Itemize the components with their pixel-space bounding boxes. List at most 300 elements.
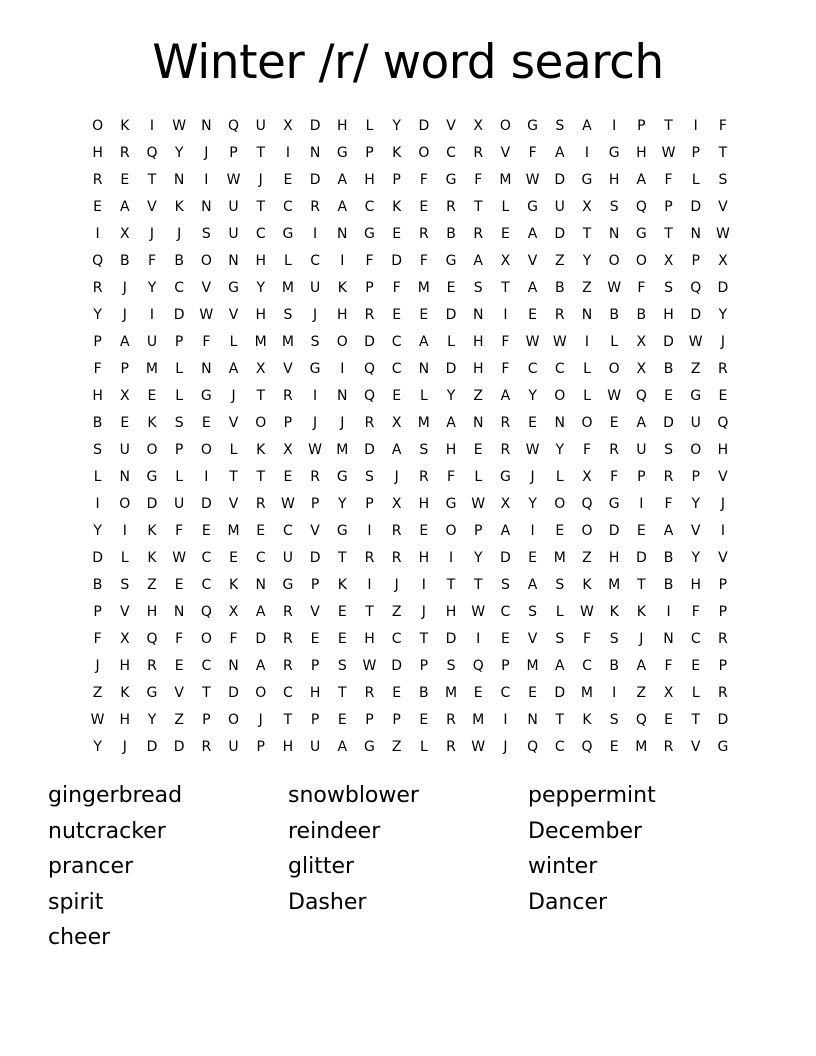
- grid-letter: D: [146, 496, 158, 512]
- grid-letter: L: [175, 388, 184, 404]
- grid-letter: I: [95, 226, 100, 242]
- grid-letter: D: [309, 118, 321, 134]
- grid-letter: T: [446, 577, 456, 593]
- grid-letter: J: [122, 739, 127, 755]
- grid-letter: M: [417, 415, 430, 431]
- grid-letter: X: [582, 199, 592, 215]
- grid-letter: H: [255, 307, 266, 323]
- grid-letter: X: [391, 415, 402, 431]
- grid-letter: U: [228, 739, 239, 755]
- grid-letter: D: [554, 172, 566, 188]
- grid-letter: Y: [93, 739, 102, 755]
- grid-letter: Q: [363, 388, 375, 404]
- grid-letter: N: [228, 253, 239, 269]
- grid-letter: B: [609, 658, 619, 674]
- grid-letter: N: [527, 712, 538, 728]
- grid-letter: L: [365, 118, 374, 134]
- grid-letter: S: [93, 442, 103, 458]
- grid-letter: M: [553, 550, 566, 566]
- grid-letter: H: [608, 172, 620, 188]
- grid-letter: Y: [338, 496, 347, 512]
- grid-letter: R: [609, 442, 620, 458]
- grid-letter: G: [608, 496, 620, 512]
- grid-letter: L: [284, 253, 292, 269]
- grid-letter: F: [501, 334, 510, 350]
- grid-letter: G: [282, 226, 294, 242]
- grid-letter: L: [501, 199, 510, 215]
- grid-letter: W: [715, 226, 730, 242]
- grid-letter: L: [610, 334, 619, 350]
- grid-letter: R: [255, 496, 266, 512]
- grid-letter: X: [500, 253, 511, 269]
- grid-letter: H: [690, 577, 701, 593]
- grid-letter: L: [175, 469, 184, 485]
- grid-letter: A: [527, 280, 538, 296]
- grid-letter: E: [419, 199, 429, 215]
- grid-letter: P: [93, 334, 102, 350]
- grid-letter: T: [582, 226, 592, 242]
- grid-letter: R: [201, 739, 212, 755]
- grid-letter: L: [175, 361, 184, 377]
- grid-letter: E: [283, 469, 293, 485]
- grid-letter: N: [173, 172, 185, 188]
- grid-letter: E: [93, 199, 103, 215]
- grid-letter: N: [337, 388, 348, 404]
- grid-letter: S: [609, 712, 619, 728]
- word-list-item: glitter: [288, 854, 355, 879]
- grid-letter: Z: [582, 550, 592, 566]
- grid-letter: P: [229, 145, 238, 161]
- grid-letter: U: [309, 739, 321, 755]
- grid-letter: I: [149, 118, 155, 134]
- grid-letter: P: [256, 739, 265, 755]
- grid-letter: M: [145, 361, 159, 377]
- grid-letter: C: [582, 658, 592, 674]
- grid-letter: O: [690, 442, 702, 458]
- grid-letter: P: [310, 496, 320, 512]
- grid-letter: J: [720, 496, 725, 512]
- grid-letter: H: [445, 604, 457, 620]
- grid-letter: B: [636, 307, 647, 323]
- grid-letter: P: [174, 334, 184, 350]
- grid-letter: H: [119, 712, 131, 728]
- grid-letter: S: [609, 631, 619, 647]
- grid-letter: M: [281, 334, 294, 350]
- grid-letter: P: [310, 577, 320, 593]
- grid-letter: I: [612, 118, 617, 134]
- grid-letter: P: [718, 604, 728, 620]
- grid-letter: S: [664, 280, 673, 296]
- grid-letter: I: [122, 523, 127, 539]
- grid-letter: J: [394, 577, 399, 593]
- word-list-item: peppermint: [528, 783, 656, 808]
- grid-letter: P: [718, 658, 728, 674]
- grid-letter: N: [201, 199, 212, 215]
- grid-letter: O: [499, 118, 511, 134]
- grid-letter: E: [609, 739, 619, 755]
- grid-letter: D: [391, 658, 403, 674]
- grid-letter: R: [364, 550, 375, 566]
- grid-letter: F: [474, 172, 483, 188]
- grid-letter: A: [554, 145, 565, 161]
- grid-letter: L: [474, 469, 483, 485]
- grid-letter: E: [337, 604, 347, 620]
- grid-letter: R: [364, 415, 375, 431]
- grid-letter: T: [718, 145, 728, 161]
- grid-letter: P: [202, 712, 211, 728]
- grid-letter: F: [582, 631, 591, 647]
- grid-letter: V: [228, 496, 239, 512]
- grid-letter: K: [147, 550, 157, 566]
- grid-letter: P: [718, 577, 728, 593]
- grid-letter: C: [391, 631, 402, 647]
- grid-letter: A: [582, 118, 592, 134]
- grid-letter: S: [528, 604, 538, 620]
- grid-letter: J: [313, 415, 318, 431]
- grid-letter: G: [336, 523, 348, 539]
- grid-letter: W: [525, 172, 540, 188]
- grid-letter: D: [663, 334, 674, 350]
- grid-letter: T: [256, 145, 265, 161]
- grid-letter: I: [367, 577, 372, 593]
- grid-letter: D: [418, 118, 430, 134]
- grid-letter: V: [527, 631, 538, 647]
- grid-letter: H: [418, 496, 430, 512]
- grid-letter: C: [391, 361, 402, 377]
- grid-letter: L: [419, 388, 428, 404]
- grid-letter: O: [200, 631, 212, 647]
- grid-letter: W: [471, 604, 486, 620]
- grid-letter: G: [336, 469, 348, 485]
- grid-letter: O: [581, 415, 593, 431]
- grid-letter: K: [256, 442, 266, 458]
- grid-letter: H: [636, 145, 647, 161]
- grid-letter: S: [609, 199, 619, 215]
- page-title: Winter /r/ word search: [152, 35, 664, 90]
- grid-letter: V: [228, 307, 239, 323]
- grid-letter: Q: [635, 199, 647, 215]
- grid-letter: Y: [528, 496, 537, 512]
- grid-letter: C: [391, 334, 402, 350]
- grid-letter: R: [92, 280, 103, 296]
- grid-letter: W: [525, 334, 540, 350]
- grid-letter: R: [663, 469, 674, 485]
- grid-letter: L: [419, 739, 428, 755]
- grid-letter: T: [256, 388, 265, 404]
- grid-letter: C: [364, 199, 375, 215]
- grid-letter: H: [92, 388, 103, 404]
- grid-letter: E: [174, 658, 184, 674]
- grid-letter: K: [337, 577, 347, 593]
- grid-letter: W: [688, 334, 703, 350]
- grid-letter: T: [501, 280, 510, 296]
- grid-letter: V: [718, 550, 728, 566]
- grid-letter: A: [554, 658, 565, 674]
- grid-letter: B: [446, 226, 456, 242]
- grid-letter: Q: [200, 604, 212, 620]
- grid-letter: I: [584, 145, 590, 161]
- letter-grid: [84, 113, 737, 761]
- grid-letter: R: [718, 361, 728, 377]
- grid-letter: C: [554, 739, 565, 755]
- grid-letter: T: [338, 550, 347, 566]
- grid-letter: D: [309, 172, 321, 188]
- grid-letter: Q: [581, 739, 593, 755]
- grid-letter: J: [394, 469, 399, 485]
- grid-letter: W: [308, 442, 323, 458]
- grid-letter: N: [608, 226, 620, 242]
- grid-letter: G: [581, 172, 593, 188]
- grid-letter: Z: [174, 712, 184, 728]
- grid-letter: P: [365, 145, 374, 161]
- grid-letter: P: [637, 469, 646, 485]
- grid-letter: D: [445, 307, 457, 323]
- grid-letter: Q: [228, 118, 240, 134]
- grid-letter: Y: [446, 388, 456, 404]
- grid-letter: B: [609, 307, 619, 323]
- grid-letter: L: [120, 550, 129, 566]
- grid-letter: R: [473, 226, 484, 242]
- grid-letter: R: [364, 685, 375, 701]
- grid-letter: W: [362, 658, 377, 674]
- grid-letter: V: [174, 685, 184, 701]
- grid-letter: O: [255, 415, 267, 431]
- grid-letter: Z: [473, 388, 484, 404]
- grid-letter: V: [690, 523, 701, 539]
- grid-letter: R: [554, 307, 565, 323]
- grid-letter: J: [421, 604, 426, 620]
- grid-letter: O: [255, 685, 267, 701]
- grid-letter: T: [664, 118, 673, 134]
- grid-letter: M: [254, 334, 267, 350]
- grid-letter: A: [636, 172, 647, 188]
- grid-letter: D: [173, 307, 185, 323]
- grid-letter: V: [228, 415, 239, 431]
- grid-letter: B: [174, 253, 184, 269]
- grid-letter: G: [200, 388, 212, 404]
- grid-letter: A: [636, 415, 647, 431]
- grid-letter: D: [663, 415, 674, 431]
- grid-letter: H: [418, 550, 430, 566]
- grid-letter: I: [149, 307, 155, 323]
- grid-letter: P: [310, 658, 320, 674]
- grid-letter: A: [636, 658, 647, 674]
- grid-letter: K: [120, 685, 130, 701]
- grid-letter: Z: [582, 280, 592, 296]
- grid-letter: O: [554, 496, 566, 512]
- grid-letter: V: [201, 280, 212, 296]
- grid-letter: S: [555, 118, 565, 134]
- grid-letter: O: [228, 712, 240, 728]
- grid-letter: P: [392, 712, 401, 728]
- grid-letter: J: [340, 415, 345, 431]
- grid-letter: T: [283, 712, 293, 728]
- grid-letter: M: [417, 280, 430, 296]
- grid-letter: J: [258, 172, 263, 188]
- grid-letter: N: [663, 631, 674, 647]
- grid-letter: J: [313, 307, 318, 323]
- grid-letter: H: [364, 172, 375, 188]
- grid-letter: E: [201, 415, 211, 431]
- grid-letter: Q: [635, 712, 647, 728]
- grid-letter: S: [310, 334, 320, 350]
- grid-letter: D: [92, 550, 103, 566]
- grid-letter: A: [419, 334, 429, 350]
- grid-letter: F: [229, 631, 238, 647]
- grid-letter: X: [636, 334, 647, 350]
- grid-letter: C: [201, 550, 212, 566]
- grid-letter: E: [256, 523, 266, 539]
- grid-letter: K: [636, 604, 646, 620]
- word-list-item: reindeer: [288, 818, 381, 844]
- grid-letter: I: [720, 523, 725, 539]
- grid-letter: K: [337, 280, 347, 296]
- grid-letter: R: [119, 145, 130, 161]
- grid-letter: M: [499, 172, 512, 188]
- grid-letter: P: [473, 523, 483, 539]
- grid-letter: O: [92, 118, 104, 134]
- grid-letter: C: [255, 550, 266, 566]
- grid-letter: R: [283, 388, 293, 404]
- grid-letter: T: [637, 577, 646, 593]
- grid-letter: C: [283, 685, 293, 701]
- grid-letter: I: [367, 523, 372, 539]
- grid-letter: P: [365, 280, 374, 296]
- grid-letter: U: [554, 199, 565, 215]
- grid-letter: N: [173, 604, 185, 620]
- grid-letter: Q: [581, 496, 593, 512]
- grid-letter: D: [228, 685, 239, 701]
- grid-letter: G: [336, 145, 348, 161]
- grid-letter: P: [283, 415, 293, 431]
- grid-letter: Y: [147, 280, 157, 296]
- grid-letter: E: [555, 523, 565, 539]
- grid-letter: C: [201, 577, 212, 593]
- grid-letter: Y: [473, 550, 483, 566]
- grid-letter: L: [555, 604, 564, 620]
- grid-letter: A: [255, 658, 266, 674]
- grid-letter: V: [527, 253, 538, 269]
- grid-letter: D: [391, 253, 403, 269]
- grid-letter: M: [444, 685, 458, 701]
- grid-letter: A: [473, 253, 483, 269]
- word-list-item: gingerbread: [48, 783, 183, 808]
- grid-letter: V: [718, 469, 728, 485]
- grid-letter: Y: [691, 496, 700, 512]
- grid-letter: I: [448, 550, 454, 566]
- grid-letter: H: [119, 658, 131, 674]
- grid-letter: D: [690, 199, 702, 215]
- grid-letter: H: [364, 631, 375, 647]
- grid-letter: L: [691, 172, 700, 188]
- grid-letter: J: [122, 280, 127, 296]
- grid-letter: E: [528, 415, 538, 431]
- grid-letter: R: [391, 550, 402, 566]
- grid-letter: R: [147, 658, 157, 674]
- grid-letter: N: [337, 226, 348, 242]
- grid-letter: K: [147, 523, 157, 539]
- grid-letter: Y: [555, 442, 565, 458]
- grid-letter: H: [717, 442, 729, 458]
- grid-letter: L: [555, 469, 564, 485]
- grid-letter: J: [204, 145, 209, 161]
- grid-letter: L: [93, 469, 102, 485]
- grid-letter: I: [285, 145, 290, 161]
- grid-letter: Q: [363, 361, 375, 377]
- grid-letter: A: [527, 577, 538, 593]
- grid-letter: O: [608, 361, 620, 377]
- grid-letter: G: [364, 739, 375, 755]
- grid-letter: X: [228, 604, 239, 620]
- grid-letter: S: [500, 577, 510, 593]
- grid-letter: T: [555, 712, 565, 728]
- grid-letter: S: [664, 442, 673, 458]
- grid-letter: O: [418, 145, 430, 161]
- grid-letter: Y: [93, 307, 102, 323]
- grid-letter: A: [663, 523, 674, 539]
- grid-letter: X: [119, 631, 130, 647]
- grid-letter: B: [92, 415, 103, 431]
- grid-letter: S: [555, 631, 565, 647]
- grid-letter: I: [421, 577, 426, 593]
- grid-letter: K: [174, 199, 184, 215]
- grid-letter: Y: [528, 388, 537, 404]
- grid-letter: H: [472, 361, 484, 377]
- grid-letter: H: [337, 118, 348, 134]
- grid-letter: E: [473, 442, 483, 458]
- grid-letter: L: [583, 361, 591, 377]
- grid-letter: K: [147, 415, 157, 431]
- grid-letter: E: [310, 631, 320, 647]
- grid-letter: K: [392, 199, 402, 215]
- grid-letter: I: [612, 685, 617, 701]
- grid-letter: H: [146, 604, 158, 620]
- grid-letter: K: [582, 712, 592, 728]
- grid-letter: F: [447, 469, 456, 485]
- grid-letter: Q: [146, 631, 158, 647]
- word-list-item: prancer: [48, 854, 134, 879]
- grid-letter: Q: [472, 658, 484, 674]
- grid-letter: E: [174, 577, 184, 593]
- word-list-item: cheer: [48, 925, 111, 950]
- grid-letter: G: [527, 118, 539, 134]
- grid-letter: Q: [690, 280, 702, 296]
- grid-letter: D: [364, 442, 375, 458]
- grid-letter: D: [173, 739, 185, 755]
- grid-letter: C: [554, 361, 565, 377]
- grid-letter: D: [445, 361, 457, 377]
- grid-letter: G: [228, 280, 239, 296]
- grid-letter: S: [201, 226, 211, 242]
- grid-letter: N: [201, 361, 212, 377]
- grid-letter: Z: [147, 577, 157, 593]
- grid-letter: B: [419, 685, 429, 701]
- grid-letter: N: [228, 658, 239, 674]
- grid-letter: O: [581, 523, 593, 539]
- grid-letter: V: [500, 145, 511, 161]
- grid-letter: N: [418, 361, 430, 377]
- grid-letter: D: [717, 280, 729, 296]
- grid-letter: B: [663, 361, 674, 377]
- grid-letter: M: [227, 523, 240, 539]
- grid-letter: O: [119, 496, 131, 512]
- grid-letter: H: [337, 307, 348, 323]
- grid-letter: M: [526, 658, 539, 674]
- grid-letter: A: [337, 172, 348, 188]
- grid-letter: P: [419, 658, 429, 674]
- grid-letter: I: [693, 118, 698, 134]
- grid-letter: J: [122, 307, 127, 323]
